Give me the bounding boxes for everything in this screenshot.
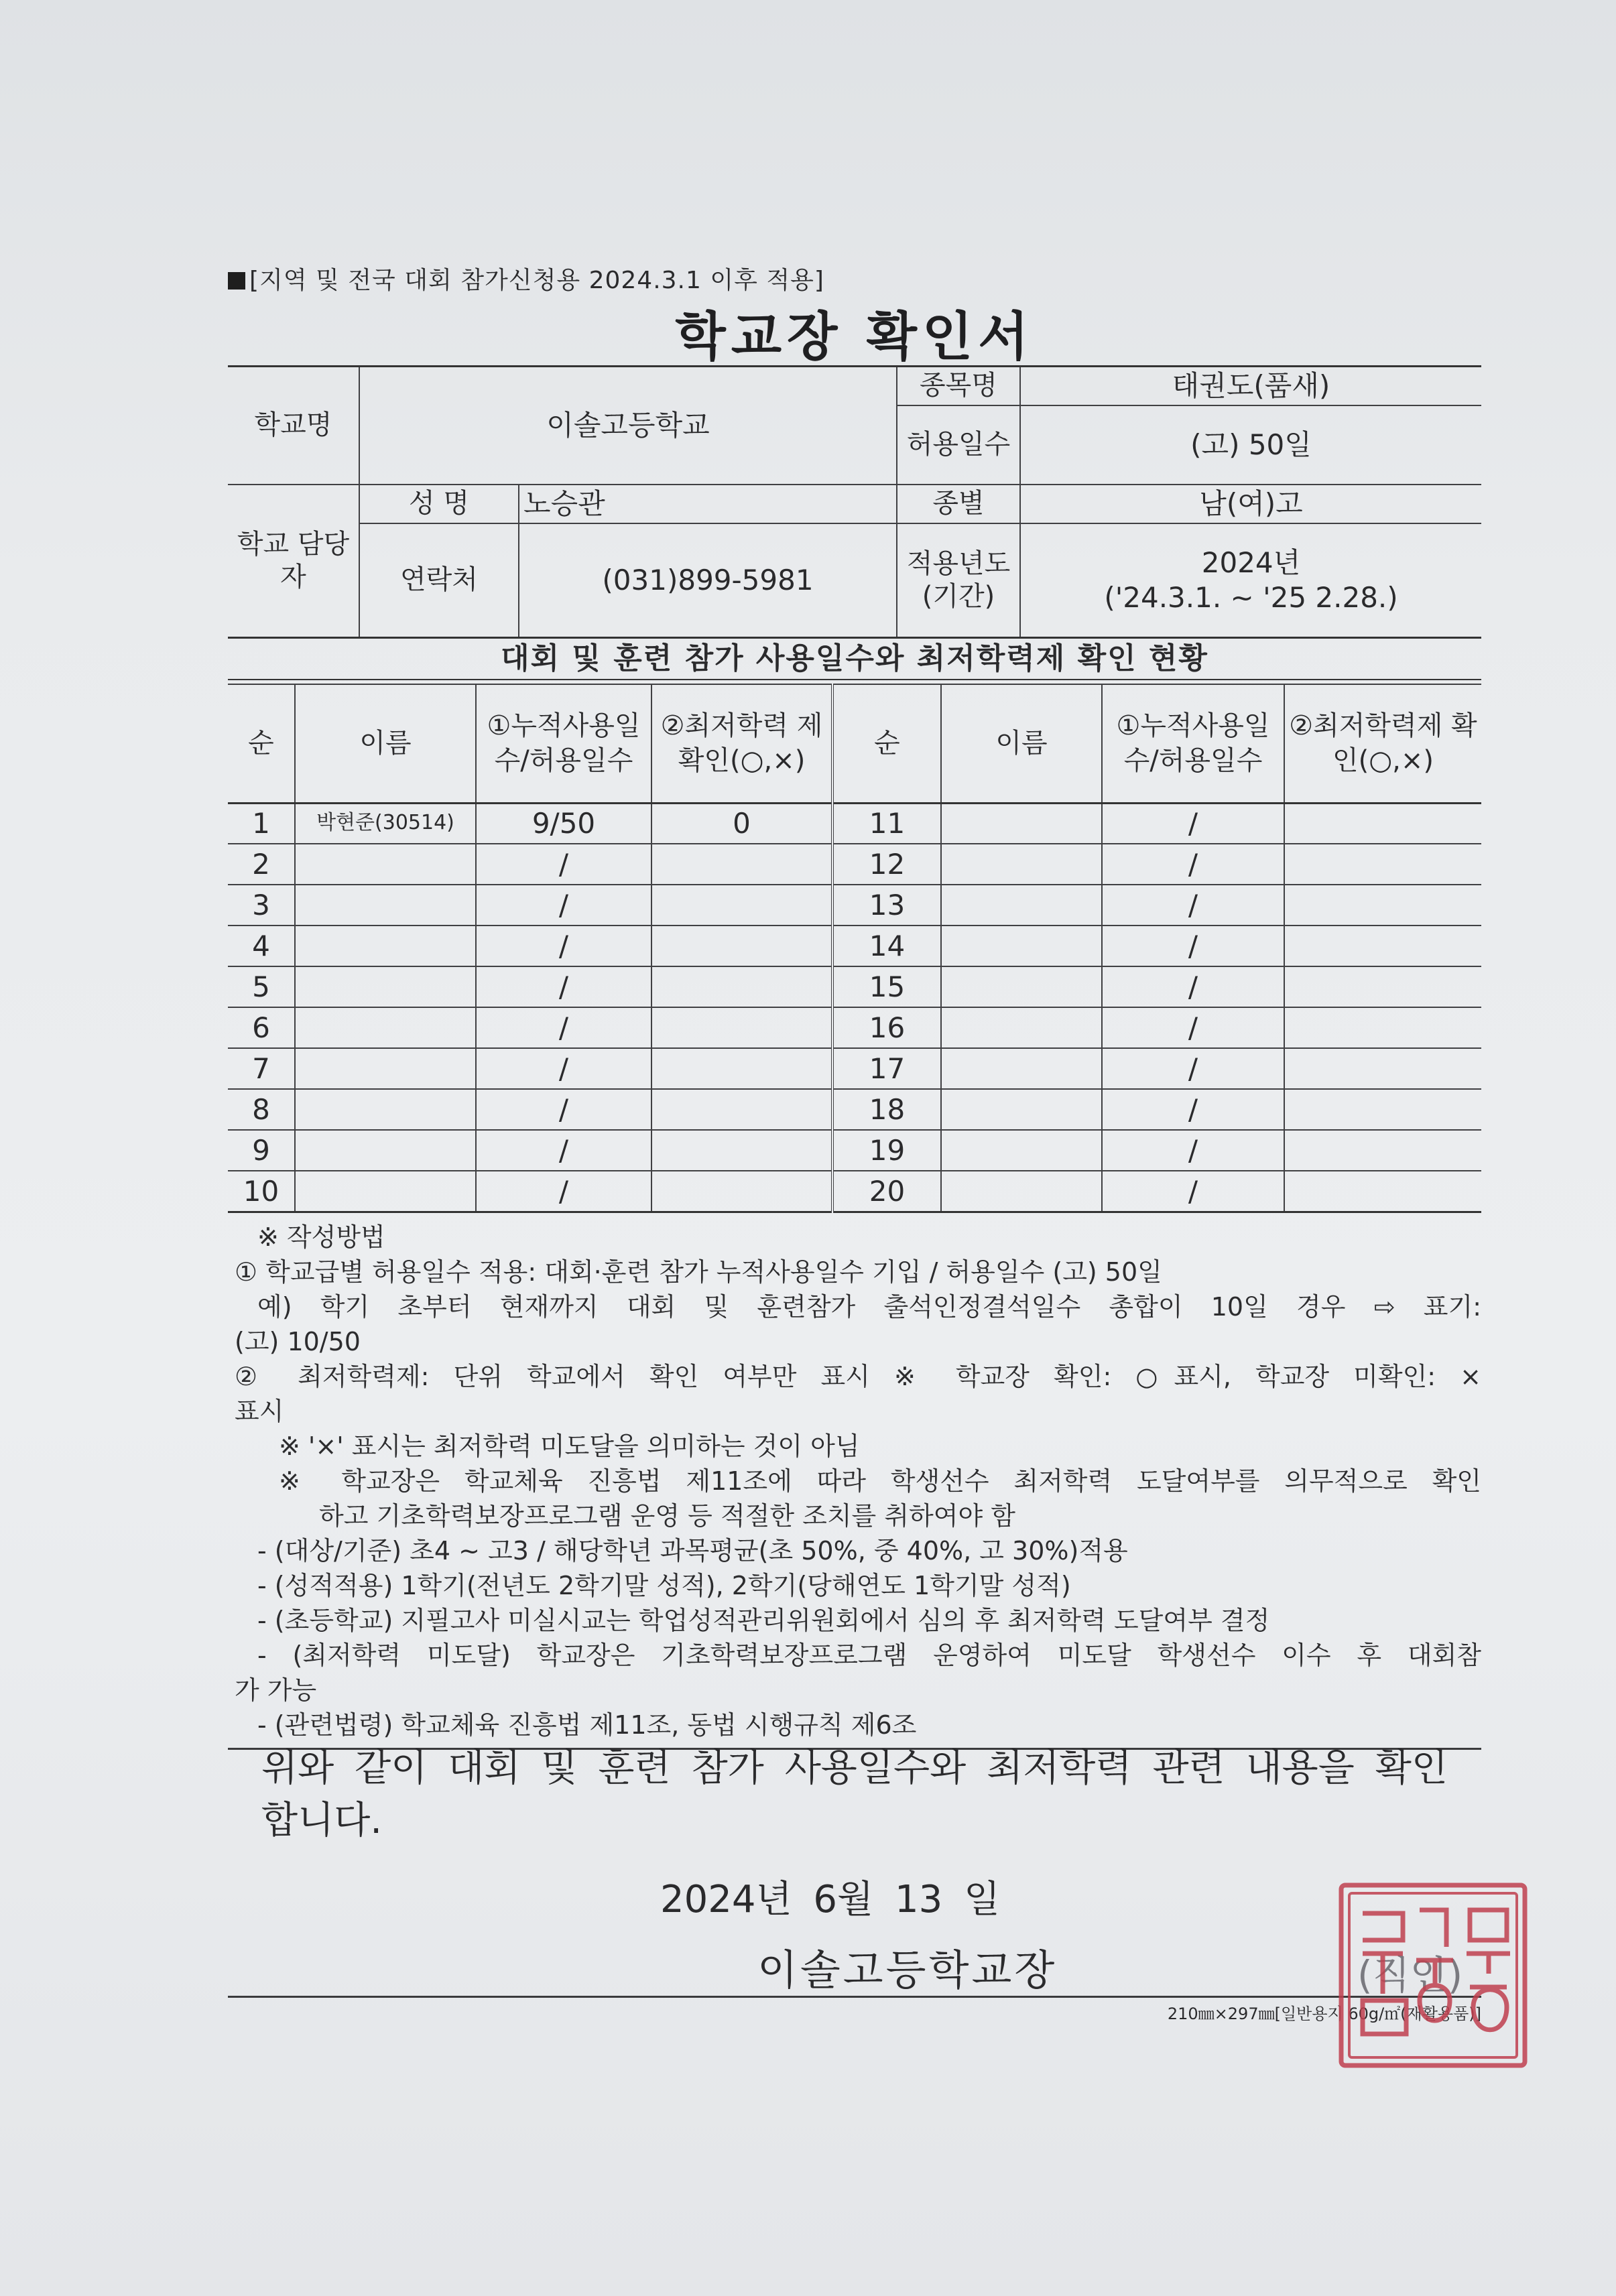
allowed-days-label: 허용일수 — [897, 405, 1020, 485]
cell-name-right — [941, 803, 1102, 844]
cell-no-right: 20 — [832, 1171, 941, 1212]
cell-no: 10 — [228, 1171, 295, 1212]
header-note-text: [지역 및 전국 대회 참가신청용 2024.3.1 이후 적용] — [249, 267, 824, 294]
period-value: ('24.3.1. ~ '25 2.28.) — [1104, 580, 1398, 614]
detail-4-tail: 가 가능 — [235, 1675, 317, 1705]
cell-no-right: 13 — [832, 885, 941, 926]
cell-min-right — [1284, 926, 1481, 966]
cell-no: 1 — [228, 803, 295, 844]
table-row — [228, 1048, 1481, 1089]
header-days-right: ①누적사용일 수/허용일수 — [1102, 684, 1284, 803]
cell-days: / — [476, 1089, 651, 1130]
cell-name-right — [941, 885, 1102, 926]
cell-no-right: 11 — [832, 803, 941, 844]
cell-no: 3 — [228, 885, 295, 926]
writing-guide — [235, 1220, 1481, 1742]
table-row — [228, 844, 1481, 885]
cell-min-right — [1284, 1007, 1481, 1048]
cell-no-right: 15 — [832, 966, 941, 1007]
cell-min-right — [1284, 1048, 1481, 1089]
header-name-right: 이름 — [941, 684, 1102, 803]
paper-spec-footer: 210㎜×297㎜[일반용지 60g/㎡(재활용품)] — [1167, 2004, 1481, 2023]
page-title: 학교장 확인서 — [675, 307, 1034, 367]
cell-name: 박현준(30514) — [295, 803, 476, 844]
cell-days-right: / — [1102, 1089, 1284, 1130]
detail-5: - (관련법령) 학교체육 진흥법 제11조, 동법 시행규칙 제6조 — [257, 1710, 917, 1740]
header-name: 이름 — [295, 684, 476, 803]
cell-no: 2 — [228, 844, 295, 885]
cell-min — [651, 1007, 832, 1048]
cell-min-right — [1284, 1171, 1481, 1212]
principal-title: 이솔고등학교장 — [757, 1946, 1058, 1994]
header-no-right: 순 — [832, 684, 941, 803]
detail-2: - (성적적용) 1학기(전년도 2학기말 성적), 2학기(당해연도 1학기말 성적) — [257, 1571, 1071, 1600]
note-1-example-tail: (고) 10/50 — [235, 1327, 361, 1356]
cell-no: 6 — [228, 1007, 295, 1048]
contact-value: (031)899-5981 — [519, 523, 897, 637]
cell-days: / — [476, 1007, 651, 1048]
manager-label: 학교 담당자 — [228, 485, 359, 637]
cell-days: / — [476, 885, 651, 926]
header-min: ②최저학력 제 확인(○,×) — [651, 684, 832, 803]
note-1: ① 학교급별 허용일수 적용: 대회·훈련 참가 누적사용일수 기입 / 허용일수 (고) 50일 — [235, 1257, 1162, 1287]
cell-name-right — [941, 966, 1102, 1007]
sport-label: 종목명 — [897, 367, 1020, 405]
cell-no-right: 14 — [832, 926, 941, 966]
cell-name — [295, 1130, 476, 1171]
note-1-example: 예) 학기 초부터 현재까지 대회 및 훈련참가 출석인정결석일수 총합이 10일 경우 ⇨ 표기: — [257, 1292, 1481, 1322]
cell-min — [651, 1089, 832, 1130]
year-value: 2024년 — [1201, 546, 1301, 580]
type-label: 종별 — [897, 485, 1020, 523]
cell-no-right: 12 — [832, 844, 941, 885]
cell-min-right — [1284, 966, 1481, 1007]
cell-days-right: / — [1102, 885, 1284, 926]
confirmation-line-2: 합니다. — [261, 1799, 383, 1842]
table-row — [228, 966, 1481, 1007]
note-3: ※ '×' 표시는 최저학력 미도달을 의미하는 것이 아님 — [279, 1431, 860, 1461]
table-row — [228, 803, 1481, 844]
cell-days: / — [476, 844, 651, 885]
cell-name — [295, 1007, 476, 1048]
cell-name-right — [941, 926, 1102, 966]
header-min-right: ②최저학력제 확인(○,×) — [1284, 684, 1481, 803]
detail-4: - (최저학력 미도달) 학교장은 기초학력보장프로그램 운영하여 미도달 학생선수 이수 후 대회참 — [257, 1641, 1481, 1670]
cell-min — [651, 885, 832, 926]
cell-name-right — [941, 1048, 1102, 1089]
confirmation-line-1: 위와 같이 대회 및 훈련 참가 사용일수와 최저학력 관련 내용을 확인 — [261, 1746, 1448, 1790]
header-no: 순 — [228, 684, 295, 803]
cell-min — [651, 926, 832, 966]
cell-name-right — [941, 1007, 1102, 1048]
cell-min — [651, 1171, 832, 1212]
seal-label: (직인) — [1357, 1952, 1463, 1998]
cell-days-right: / — [1102, 844, 1284, 885]
cell-min-right — [1284, 1089, 1481, 1130]
cell-name-right — [941, 844, 1102, 885]
cell-no: 7 — [228, 1048, 295, 1089]
note-2-tail: 표시 — [235, 1397, 284, 1426]
confirmation-statement — [261, 1742, 1448, 1847]
notes-heading: ※ 작성방법 — [257, 1222, 385, 1252]
allowed-days-value: (고) 50일 — [1020, 405, 1481, 485]
table-row — [228, 1089, 1481, 1130]
divider-bottom — [228, 1996, 1481, 1998]
year-cell — [1020, 523, 1481, 637]
type-value: 남(여)고 — [1020, 485, 1481, 523]
note-4: ※ 학교장은 학교체육 진흥법 제11조에 따라 학생선수 최저학력 도달여부를 의무적으로 확인 — [279, 1466, 1481, 1496]
cell-days: / — [476, 1171, 651, 1212]
contact-label: 연락처 — [359, 523, 519, 637]
table-row — [228, 1171, 1481, 1212]
cell-min-right — [1284, 1130, 1481, 1171]
cell-min-right — [1284, 803, 1481, 844]
detail-3: - (초등학교) 지필고사 미실시교는 학업성적관리위원회에서 심의 후 최저학력 도달여부 결정 — [257, 1606, 1270, 1635]
cell-days: 9/50 — [476, 803, 651, 844]
cell-days: / — [476, 966, 651, 1007]
cell-days-right: / — [1102, 1130, 1284, 1171]
cell-days-right: / — [1102, 803, 1284, 844]
cell-name — [295, 966, 476, 1007]
cell-days-right: / — [1102, 966, 1284, 1007]
cell-no-right: 17 — [832, 1048, 941, 1089]
roster-table — [228, 684, 1481, 1213]
cell-no: 4 — [228, 926, 295, 966]
school-label: 학교명 — [228, 367, 359, 485]
cell-name — [295, 885, 476, 926]
cell-min — [651, 1130, 832, 1171]
school-seal-stamp — [1336, 1880, 1530, 2071]
cell-min — [651, 1048, 832, 1089]
cell-min-right — [1284, 844, 1481, 885]
cell-name — [295, 1048, 476, 1089]
cell-name-right — [941, 1089, 1102, 1130]
note-4-tail: 하고 기초학력보장프로그램 운영 등 적절한 조치를 취하여야 함 — [319, 1501, 1015, 1531]
header-days: ①누적사용일 수/허용일수 — [476, 684, 651, 803]
cell-min-right — [1284, 885, 1481, 926]
section-subtitle: 대회 및 훈련 참가 사용일수와 최저학력제 확인 현황 — [228, 637, 1481, 680]
cell-no: 8 — [228, 1089, 295, 1130]
detail-1: - (대상/기준) 초4 ~ 고3 / 해당학년 과목평균(초 50%, 중 40%, 고 30%)적용 — [257, 1536, 1128, 1566]
year-label: 적용년도 (기간) — [897, 523, 1020, 637]
cell-days-right: / — [1102, 1048, 1284, 1089]
table-row — [228, 1130, 1481, 1171]
manager-name: 노승관 — [519, 485, 897, 523]
cell-days-right: / — [1102, 1171, 1284, 1212]
name-label: 성 명 — [359, 485, 519, 523]
cell-min — [651, 966, 832, 1007]
cell-name — [295, 1089, 476, 1130]
cell-name — [295, 926, 476, 966]
cell-days-right: / — [1102, 926, 1284, 966]
cell-no-right: 19 — [832, 1130, 941, 1171]
issue-date: 2024년 6월 13 일 — [660, 1878, 1001, 1921]
cell-no: 9 — [228, 1130, 295, 1171]
cell-no-right: 18 — [832, 1089, 941, 1130]
cell-name-right — [941, 1130, 1102, 1171]
cell-no-right: 16 — [832, 1007, 941, 1048]
cell-name — [295, 1171, 476, 1212]
cell-name-right — [941, 1171, 1102, 1212]
table-row — [228, 885, 1481, 926]
cell-min: 0 — [651, 803, 832, 844]
cell-min — [651, 844, 832, 885]
cell-days: / — [476, 1130, 651, 1171]
table-row — [228, 926, 1481, 966]
note-2: ② 최저학력제: 단위 학교에서 확인 여부만 표시 ※ 학교장 확인: ○표시, 학교장 미확인: × — [235, 1362, 1481, 1391]
school-name: 이솔고등학교 — [359, 367, 897, 485]
cell-days: / — [476, 1048, 651, 1089]
cell-days: / — [476, 926, 651, 966]
table-row — [228, 1007, 1481, 1048]
sport-value: 태권도(품새) — [1020, 367, 1481, 405]
cell-name — [295, 844, 476, 885]
header-note — [228, 261, 824, 296]
black-square-icon — [228, 272, 245, 290]
cell-days-right: / — [1102, 1007, 1284, 1048]
roster-header-row — [228, 684, 1481, 803]
cell-no: 5 — [228, 966, 295, 1007]
info-table — [228, 365, 1481, 638]
